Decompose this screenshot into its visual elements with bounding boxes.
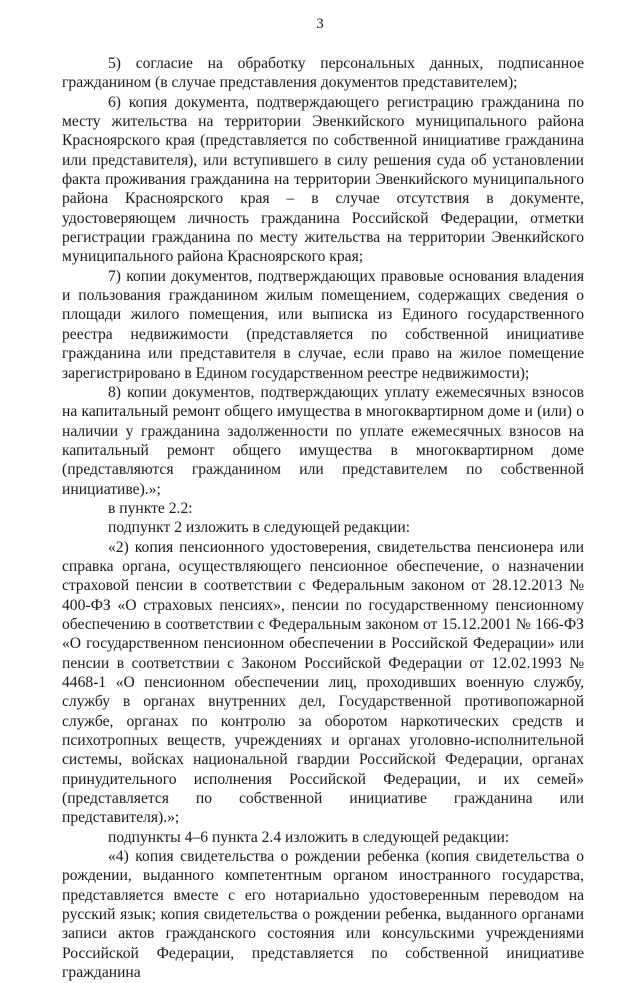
- paragraph-subclause-2-intro: подпункт 2 изложить в следующей редакции:: [108, 519, 411, 537]
- paragraph-item-7: 7) копии документов, подтверждающих правовые основания владения и пользования гражданином жилым помещением, содержащих сведения о площади жилого помещения, или выписка из Единого государственного реестра недвижимости (представляется по собственной инициативе гражданина или представителя в случае, если право на жилое помещение зарегистрировано в Едином государственном реестре недвижимости);: [62, 267, 584, 382]
- page-number: 3: [316, 16, 324, 32]
- paragraph-subclause-2-text: «2) копия пенсионного удостоверения, свидетельства пенсионера или справка органа, осуществляющего пенсионное обеспечение, о назначении страховой пенсии в соответствии с Федеральным законом от 28.12.2013 № 400-ФЗ «О страховых пенсиях», пенсии по государственному пенсионному обеспечению в соответствии с Федеральным законом от 15.12.2001 № 166-ФЗ «О государственном пенсионном обеспечении в Российской Федерации» или пенсии в соответствии с Законом Российской Федерации от 12.02.1993 № 4468-1 «О пенсионном обеспечении лиц, проходивших военную службу, службу в органах внутренних дел, Государственной противопожарной службе, органах по контролю за оборотом наркотических средств и психотропных веществ, учреждениях и органах уголовно-исполнительной системы, войсках национальной гвардии Российской Федерации, органах принудительного исполнения Российской Федерации, и их семей» (представляется по собственной инициативе гражданина или представителя).»;: [62, 538, 584, 827]
- document-body: [62, 54, 584, 983]
- paragraph-item-5: 5) согласие на обработку персональных данных, подписанное гражданином (в случае представления документов представителем);: [62, 55, 584, 92]
- paragraph-item-8: 8) копии документов, подтверждающих уплату ежемесячных взносов на капитальный ремонт общего имущества в многоквартирном доме и (или) о наличии у гражданина задолженности по уплате ежемесячных взносов на капитальный ремонт общего имущества в многоквартирном доме (представляются гражданином или представителем по собственной инициативе).»;: [62, 383, 584, 498]
- paragraph-section-2-2: в пункте 2.2:: [108, 499, 193, 517]
- paragraph-subclauses-4-6-intro: подпункты 4–6 пункта 2.4 изложить в следующей редакции:: [108, 828, 510, 846]
- paragraph-item-6: 6) копия документа, подтверждающего регистрацию гражданина по месту жительства на территории Эвенкийского муниципального района Красноярского края (представляется по собственной инициативе гражданина или представителя), или вступившего в силу решения суда об установлении факта проживания гражданина на территории Эвенкийского муниципального района Красноярского края – в случае отсутствия в документе, удостоверяющем личность гражданина Российской Федерации, отметки регистрации гражданина по месту жительства на территории Эвенкийского муниципального района Красноярского края;: [62, 93, 584, 266]
- paragraph-subclause-4-text: «4) копия свидетельства о рождении ребенка (копия свидетельства о рождении, выданного компетентным органом иностранного государства, представляется вместе с его нотариально удостоверенным переводом на русский язык; копия свидетельства о рождении ребенка, выданного органами записи актов гражданского состояния или консульскими учреждениями Российской Федерации, представляется по собственной инициативе гражданина: [62, 848, 584, 982]
